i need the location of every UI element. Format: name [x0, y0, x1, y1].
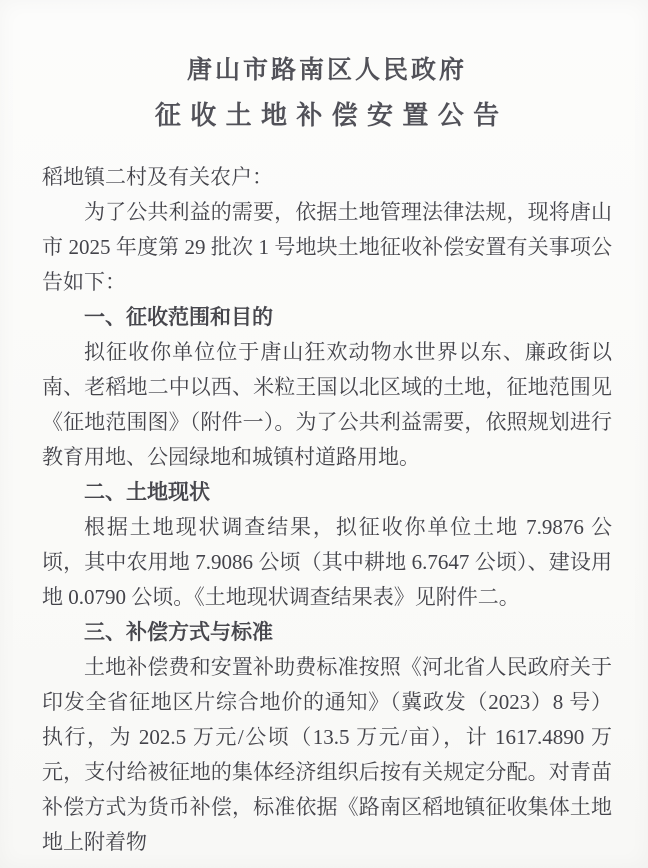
- section-3-heading: 三、补偿方式与标准: [84, 621, 273, 644]
- announcement-title: 征收土地补偿安置公告: [154, 101, 509, 130]
- section-2-heading: 二、土地现状: [84, 481, 210, 504]
- section-1-heading: 一、征收范围和目的: [84, 306, 273, 329]
- section-1-paragraph: 拟征收你单位位于唐山狂欢动物水世界以东、廉政街以南、老稻地二中以西、米粒王国以北区域的土地，征地范围见《征地范围图》（附件一）。为了公共利益需要，依照规划进行教育用地、公园绿地和城镇村道路用地。: [42, 340, 612, 469]
- document-header: [42, 50, 612, 132]
- intro-paragraph: 为了公共利益的需要，依据土地管理法律法规，现将唐山市 2025 年度第 29 批次 1 号地块土地征收补偿安置有关事项公告如下：: [42, 200, 612, 294]
- section-3-paragraph: 土地补偿费和安置补助费标准按照《河北省人民政府关于印发全省征地区片综合地价的通知》（冀政发（2023）8 号）执行，为 202.5 万元/公顷（13.5 万元/亩），计 1617.4890 万元，支付给被征地的集体经济组织后按有关规定分配。对青苗补偿方式为货币补偿，标准依据《路南区稻地镇征收集体土地地上附着物: [42, 655, 612, 854]
- salutation: 稻地镇二村及有关农户：: [42, 165, 273, 189]
- issuing-authority-title: 唐山市路南区人民政府: [186, 57, 467, 84]
- document-body: [42, 160, 612, 860]
- section-2-paragraph: 根据土地现状调查结果，拟征收你单位土地 7.9876 公顷，其中农用地 7.9086 公顷（其中耕地 6.7647 公顷）、建设用地 0.0790 公顷。《土地现状调查结果表》见附件二。: [42, 515, 612, 609]
